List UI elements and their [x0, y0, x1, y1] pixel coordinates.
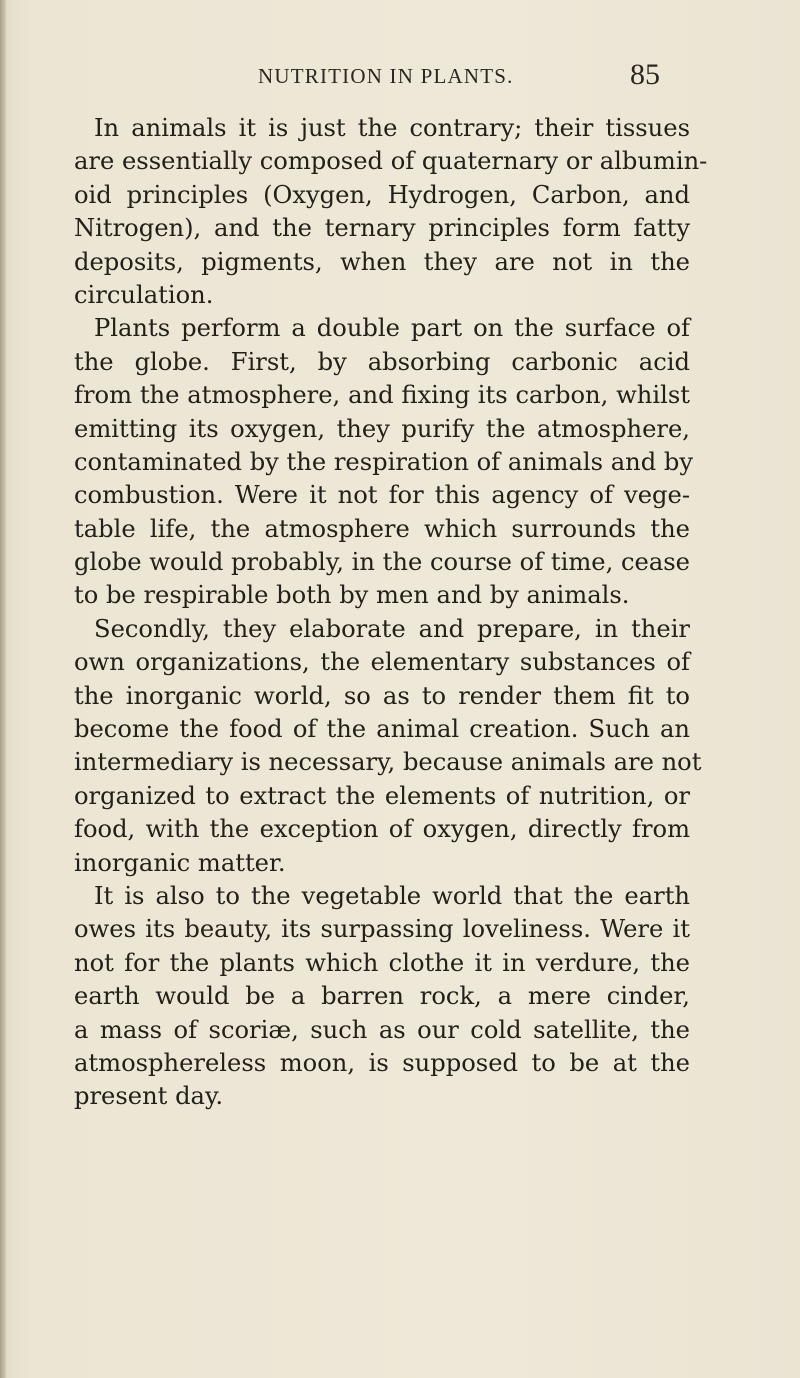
- text-line: organized to extract the elements of nutrition, or: [74, 781, 690, 810]
- text-line: intermediary is necessary, because animals are not: [74, 748, 702, 777]
- running-title: NUTRITION IN PLANTS.: [258, 64, 514, 88]
- text-line: owes its beauty, its surpassing loveliness. Were it: [74, 915, 690, 944]
- text-line: contaminated by the respiration of animals and by: [74, 447, 694, 476]
- text-line: become the food of the animal creation. Such an: [74, 715, 690, 744]
- text-line: deposits, pigments, when they are not in the: [74, 247, 690, 276]
- text-line: Plants perform a double part on the surface of: [94, 314, 690, 343]
- text-line: present day.: [74, 1082, 224, 1111]
- text-line: a mass of scoriæ, such as our cold satellite, the: [74, 1015, 690, 1044]
- text-line: from the atmosphere, and fixing its carbon, whilst: [74, 381, 690, 410]
- page-number: 85: [630, 58, 660, 91]
- text-line: inorganic matter.: [74, 848, 286, 877]
- text-line: food, with the exception of oxygen, directly from: [74, 815, 690, 844]
- text-line: are essentially composed of quaternary or albumin-: [74, 147, 708, 176]
- text-line: emitting its oxygen, they purify the atmosphere,: [74, 414, 690, 443]
- page-binding-edge: [0, 0, 6, 1378]
- text-line: to be respirable both by men and by animals.: [74, 581, 630, 610]
- text-line: Secondly, they elaborate and prepare, in their: [94, 614, 690, 643]
- text-line: not for the plants which clothe it in verdure, the: [74, 948, 690, 977]
- text-line: In animals it is just the contrary; their tissues: [94, 114, 690, 142]
- text-line: the globe. First, by absorbing carbonic acid: [74, 347, 690, 376]
- text-line: earth would be a barren rock, a mere cinder,: [74, 982, 690, 1011]
- text-line: circulation.: [74, 280, 214, 309]
- text-line: Nitrogen), and the ternary principles form fatty: [74, 214, 690, 243]
- text-line: the inorganic world, so as to render them fit to: [74, 681, 690, 710]
- text-line: globe would probably, in the course of time, cease: [74, 548, 690, 577]
- text-line: oid principles (Oxygen, Hydrogen, Carbon, and: [74, 180, 690, 209]
- body-text: [74, 112, 708, 1114]
- text-line: combustion. Were it not for this agency of vege-: [74, 481, 690, 510]
- text-line: table life, the atmosphere which surrounds the: [74, 514, 690, 543]
- text-line: It is also to the vegetable world that the earth: [94, 881, 690, 910]
- text-line: atmosphereless moon, is supposed to be at the: [74, 1048, 690, 1077]
- text-line: own organizations, the elementary substances of: [74, 648, 690, 677]
